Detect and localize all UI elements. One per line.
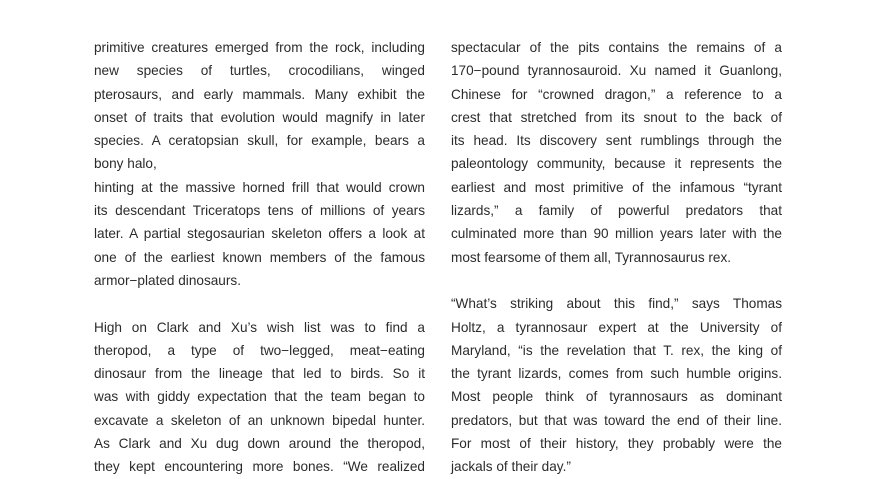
text-line: new species of turtles, crocodilians, winged [94, 63, 425, 79]
text-line: Most people think of tyrannosaurs as dominant [451, 389, 782, 405]
text-line: jackals of their day.” [451, 459, 571, 475]
text-line: culminated more than 90 million years later with the [451, 226, 782, 242]
right-text-column [451, 36, 782, 479]
text-line: onset of traits that evolution would magnify in later [94, 109, 425, 125]
text-line: its head. Its discovery sent rumblings through the [451, 133, 782, 149]
text-line: was with giddy expectation that the team began to [94, 389, 425, 405]
text-line: For most of their history, they probably were the [451, 436, 782, 452]
text-line: predators, but that was toward the end of their line. [451, 412, 782, 428]
paragraph-gap [451, 269, 782, 292]
text-line: spectacular of the pits contains the remains of a [451, 40, 782, 55]
text-line: Chinese for “crowned dragon,” a reference to a [451, 86, 782, 102]
text-line: pterosaurs, and early mammals. Many exhibit the [94, 86, 425, 102]
text-line: armor−plated dinosaurs. [94, 272, 241, 288]
paragraph-gap [94, 292, 425, 315]
text-line: crest that stretched from its snout to the back of [451, 109, 782, 125]
text-line: paleontology community, because it represents the [451, 156, 782, 172]
paragraph-horned-frill [94, 176, 425, 292]
text-line: its descendant Triceratops tens of millions of years [94, 203, 425, 219]
text-line: hinting at the massive horned frill that would crown [94, 179, 425, 195]
text-line: dinosaur from the lineage that led to birds. So it [94, 366, 425, 382]
text-line: High on Clark and Xu’s wish list was to find a [94, 319, 425, 335]
text-line: 170−pound tyrannosauroid. Xu named it Guanlong, [451, 63, 782, 79]
text-line: Holtz, a tyrannosaur expert at the University of [451, 319, 782, 335]
text-line: they kept encountering more bones. “We realized [94, 459, 425, 475]
paragraph-theropod [94, 316, 425, 479]
paragraph-holtz-quote [451, 292, 782, 478]
text-line: excavate a skeleton of an unknown bipedal hunter. [94, 412, 425, 428]
text-line: one of the earliest known members of the famous [94, 249, 425, 265]
text-line: most fearsome of them all, Tyrannosaurus rex. [451, 249, 732, 265]
text-line: Maryland, “is the revelation that T. rex, the king of [451, 342, 782, 358]
text-line: theropod, a type of two−legged, meat−eating [94, 342, 425, 358]
text-line: primitive creatures emerged from the rock, including [94, 40, 425, 55]
text-line: earliest and most primitive of the infamous “tyrant [451, 179, 782, 195]
left-text-column [94, 36, 425, 479]
text-line: As Clark and Xu dug down around the theropod, [94, 436, 425, 452]
text-line: the tyrant lizards, comes from such humble origins. [451, 366, 782, 382]
paragraph-fossil-finds [94, 36, 425, 176]
text-line: bony halo, [94, 156, 157, 172]
text-line: “What’s striking about this find,” says Thomas [451, 296, 782, 312]
text-line: species. A ceratopsian skull, for example, bears a [94, 133, 425, 149]
text-line: lizards,” a family of powerful predators that [451, 203, 782, 219]
paragraph-guanlong [451, 36, 782, 269]
text-line: later. A partial stegosaurian skeleton offers a look at [94, 226, 425, 242]
